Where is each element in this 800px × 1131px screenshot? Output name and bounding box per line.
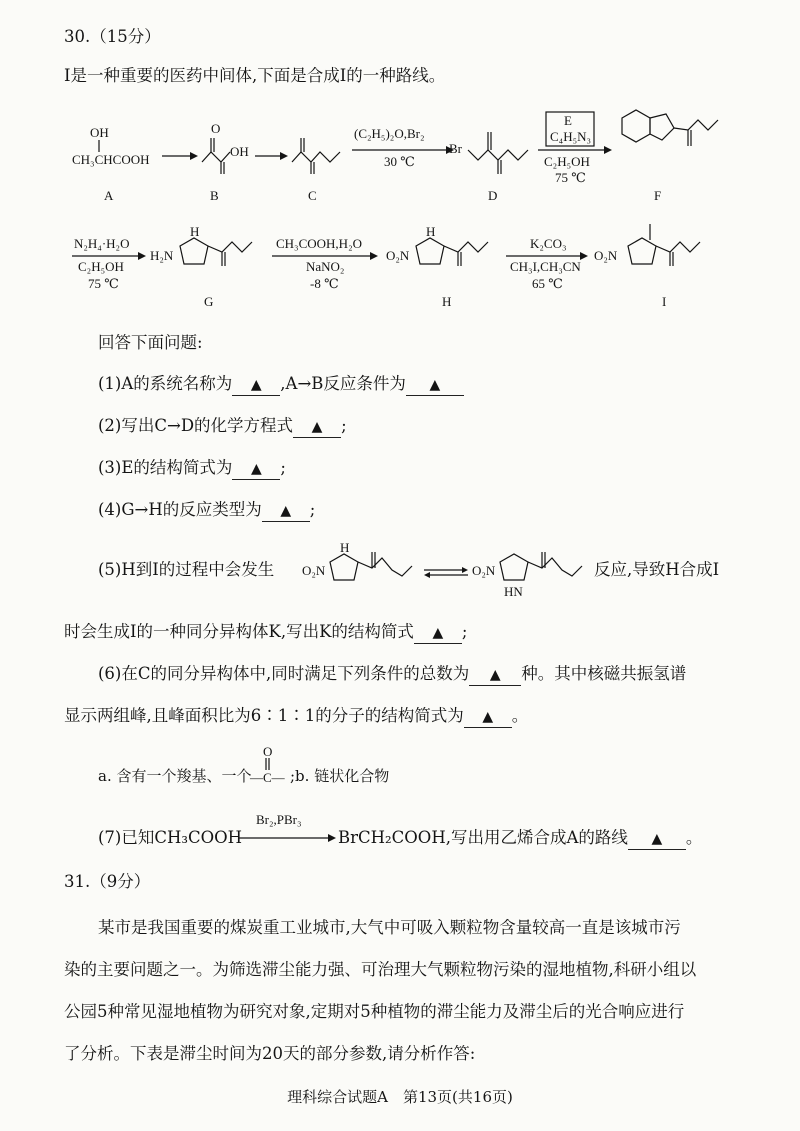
cond-df-bottom1: C₂H₅OH <box>544 154 590 169</box>
cond-gh-bottom1: NaNO₂ <box>306 259 345 274</box>
label-g: G <box>204 294 214 309</box>
cond-df-box-e: E <box>564 113 572 128</box>
compound-h-o2n: O₂N <box>386 248 410 263</box>
compound-d-br: Br <box>449 141 462 156</box>
answer-intro: 回答下面问题: <box>98 333 203 352</box>
label-f: F <box>654 188 662 203</box>
q3-line: (3)E的结构简式为 ▲ ; <box>98 458 286 480</box>
answer-blank-1a[interactable]: ▲ <box>232 374 280 396</box>
answer-blank-4[interactable]: ▲ <box>262 500 310 522</box>
answer-blank-6a[interactable]: ▲ <box>469 664 521 686</box>
carbonyl-c: —C— <box>250 770 285 785</box>
tautomer1-h: H <box>340 540 350 555</box>
q5-tail: 反应,导致H合成I <box>594 560 720 579</box>
compound-a-formula: CH₃CHCOOH <box>72 152 150 167</box>
answer-blank-5[interactable]: ▲ <box>414 622 462 644</box>
cond-df-bottom2: 75 ℃ <box>555 170 586 185</box>
compound-g-h2n: H₂N <box>150 248 174 263</box>
q2-line: (2)写出C→D的化学方程式 ▲ ; <box>98 416 347 438</box>
label-c: C <box>308 188 317 203</box>
q5-intro: (5)H到I的过程中会发生 <box>98 560 275 579</box>
q4-line: (4)G→H的反应类型为 ▲ ; <box>98 500 315 522</box>
q7-condition: Br₂,PBr₃ <box>256 812 302 827</box>
carbonyl-o: O <box>263 744 273 759</box>
compound-a-oh: OH <box>90 125 109 140</box>
tautomer2-o2n: O₂N <box>472 563 496 578</box>
cond-df-box-formula: C₄H₅N₃ <box>550 129 592 144</box>
cond-hi-bottom2: 65 ℃ <box>532 276 563 291</box>
q31-para-line3: 公园5种常见湿地植物为研究对象,定期对5种植物的滞尘能力及滞尘后的光合响应进行 <box>64 1002 685 1021</box>
compound-g-nh: H <box>190 224 200 239</box>
cond-fg-bottom2: 75 ℃ <box>88 276 119 291</box>
label-a: A <box>104 188 114 203</box>
page-footer: 理科综合试题A 第13页(共16页) <box>287 1088 513 1106</box>
label-b: B <box>210 188 219 203</box>
label-d: D <box>488 188 498 203</box>
q31-para-line2: 染的主要问题之一。为筛选滞尘能力强、可治理大气颗粒物污染的湿地植物,科研小组以 <box>64 960 697 979</box>
q1-line: (1)A的系统名称为 ▲ ,A→B反应条件为 ▲ <box>98 374 464 396</box>
compound-b-oh: OH <box>230 144 249 159</box>
answer-blank-1b[interactable]: ▲ <box>406 374 464 396</box>
q31-header: 31.（9分） <box>64 872 151 891</box>
q30-intro: I是一种重要的医药中间体,下面是合成I的一种路线。 <box>64 66 446 85</box>
cond-cd-bottom: 30 ℃ <box>384 154 415 169</box>
label-h: H <box>442 294 452 309</box>
q6-condition-a: a. 含有一个羧基、一个 <box>98 767 252 785</box>
answer-blank-6b[interactable]: ▲ <box>464 706 512 728</box>
q5-line2: 时会生成I的一种同分异构体K,写出K的结构简式 ▲ ; <box>64 622 467 644</box>
cond-gh-top: CH₃COOH,H₂O <box>276 236 362 251</box>
cond-hi-bottom1: CH₃I,CH₃CN <box>510 259 581 274</box>
q31-para-line1: 某市是我国重要的煤炭重工业城市,大气中可吸入颗粒物含量较高一直是该城市污 <box>98 918 681 937</box>
q7-left: (7)已知CH₃COOH <box>98 828 243 847</box>
cond-cd-top: (C₂H₅)₂O,Br₂ <box>354 126 425 141</box>
q7-right: BrCH₂COOH,写出用乙烯合成A的路线 ▲ 。 <box>338 828 702 850</box>
cond-gh-bottom2: -8 ℃ <box>310 276 339 291</box>
cond-hi-top: K₂CO₃ <box>530 236 567 251</box>
compound-b-o: O <box>211 121 221 136</box>
compound-i-o2n: O₂N <box>594 248 618 263</box>
answer-blank-3[interactable]: ▲ <box>232 458 280 480</box>
tautomer2-hn: HN <box>504 584 523 599</box>
compound-h-nh: H <box>426 224 436 239</box>
q6-line1: (6)在C的同分异构体中,同时满足下列条件的总数为 ▲ 种。其中核磁共振氢谱 <box>98 664 686 686</box>
tautomer1-o2n: O₂N <box>302 563 326 578</box>
cond-fg-top: N₂H₄·H₂O <box>74 236 130 251</box>
label-i: I <box>662 294 667 309</box>
q31-para-line4: 了分析。下表是滞尘时间为20天的部分参数,请分析作答: <box>64 1044 476 1063</box>
answer-blank-2[interactable]: ▲ <box>293 416 341 438</box>
cond-fg-bottom1: C₂H₅OH <box>78 259 124 274</box>
q30-header: 30.（15分） <box>64 27 161 46</box>
q6-line2: 显示两组峰,且峰面积比为6∶1∶1的分子的结构简式为 ▲ 。 <box>64 706 528 728</box>
q6-condition-b: ;b. 链状化合物 <box>290 767 390 785</box>
answer-blank-7[interactable]: ▲ <box>628 828 686 850</box>
